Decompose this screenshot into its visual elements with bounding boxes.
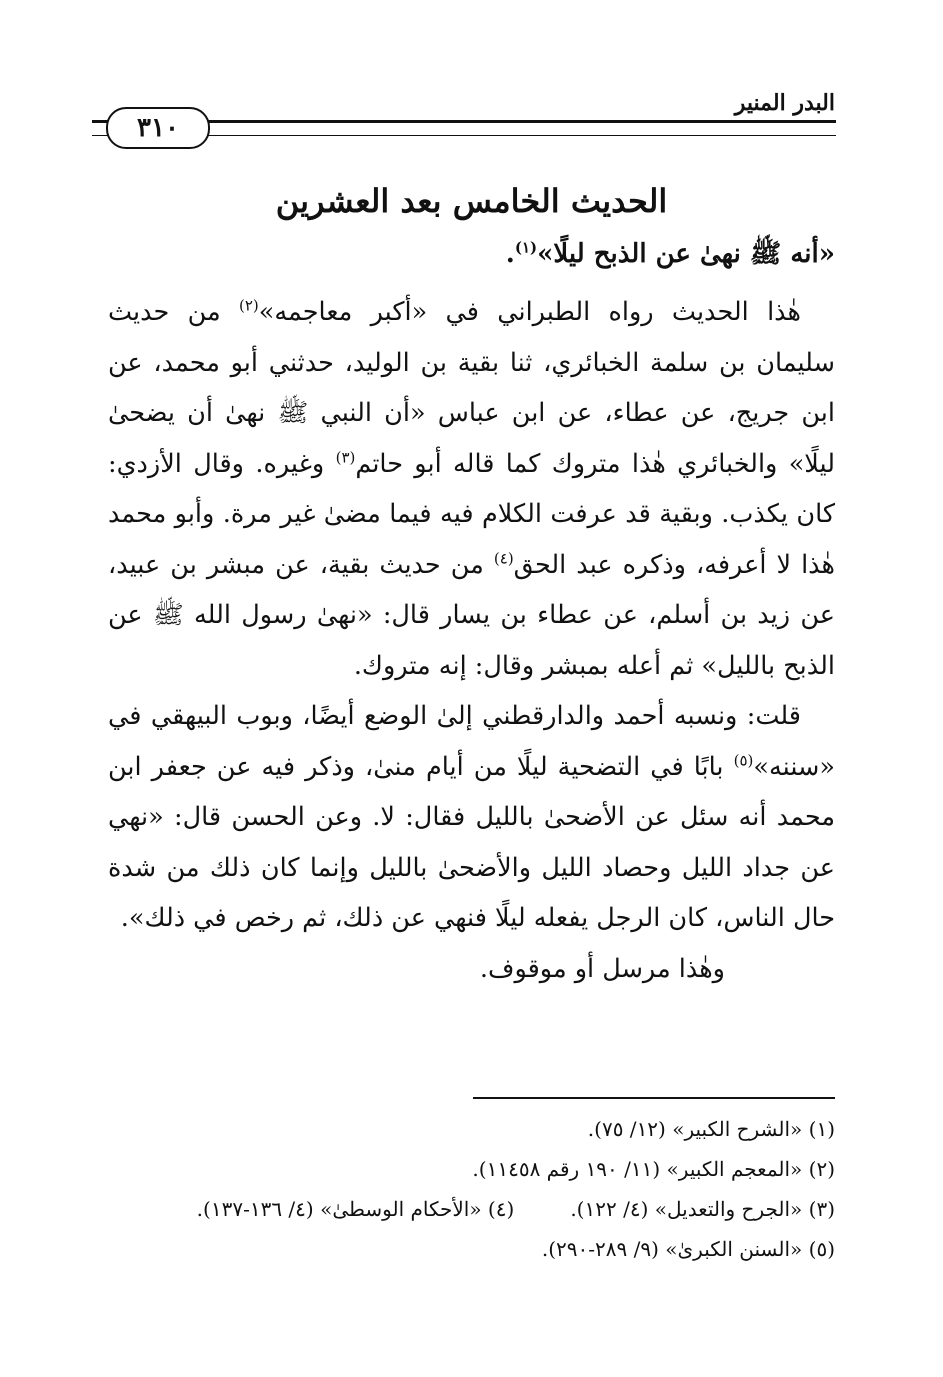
footnote-4: (٤) «الأحكام الوسطىٰ» (٤/ ١٣٦-١٣٧). [196,1197,515,1221]
footnotes [108,1109,835,1269]
paragraph-2 [108,691,835,944]
paragraph-1 [108,287,835,691]
footnote-row [108,1189,835,1229]
running-title: البدر المنير [734,90,835,116]
footnote-ref: (٢) [238,296,259,315]
text-segment: هٰذا الحديث رواه الطبراني في «أكبر معاجمه» [258,297,801,327]
hadith-quote: «أنه ﷺ نهىٰ عن الذبح ليلًا» [537,239,835,269]
chapter-title: الحديث الخامس بعد العشرين [275,182,668,220]
footnote-ref: (١) [514,238,538,257]
paragraph-3 [108,944,835,995]
text-segment: بابًا في التضحية ليلًا من أيام منىٰ، وذكر فيه عن جعفر ابن محمد أنه سئل عن الأضحىٰ بالليل فقال: لا. وعن الحسن قال: «نهي عن جداد الليل وحصاد الليل والأضحىٰ بالليل وإنما كان ذلك من شدة حال الناس، كان الرجل يفعله ليلًا فنهي عن ذلك، ثم رخص في ذلك». [108,751,835,933]
body-text [108,287,835,994]
text-segment: من حديث بقية، عن مبشر بن عبيد، عن زيد بن أسلم، عن عطاء بن يسار قال: «نهىٰ رسول الله ﷺ عن الذبح بالليل» ثم أعله بمبشر وقال: إنه متروك. [108,549,835,681]
hadith-text [506,237,835,275]
footnote-separator [473,1097,835,1099]
footnote-ref: (٣) [335,448,356,466]
footnote-3: (٣) «الجرح والتعديل» (٤/ ١٢٢). [570,1197,835,1221]
footnote-ref: (٤) [493,549,514,567]
footnote-1: (١) «الشرح الكبير» (١٢/ ٧٥). [587,1117,835,1141]
text-segment: وغيره. وقال الأزدي: كان يكذب. وبقية قد عرفت الكلام فيه فيما مضىٰ غير مرة. وأبو محمد هٰذا لا أعرفه، وذكره عبد الحق [108,448,835,580]
hadith-end: . [505,239,515,269]
page-number: ٣١٠ [106,107,210,149]
text-segment: من حديث سليمان بن سلمة الخبائري، ثنا بقية بن الوليد، حدثني أبو محمد، عن ابن جريج، عن عطاء، عن ابن عباس «أن النبي ﷺ نهىٰ أن يضحىٰ ليلًا» والخبائري هٰذا متروك كما قاله أبو حاتم [108,297,835,479]
text-segment: قلت: ونسبه أحمد والدارقطني إلىٰ الوضع أيضًا، وبوب البيهقي في «سننه» [108,701,835,782]
footnote-5: (٥) «السنن الكبرىٰ» (٩/ ٢٨٩-٢٩٠). [541,1237,835,1261]
footnote-2: (٢) «المعجم الكبير» (١١/ ١٩٠ رقم ١١٤٥٨). [472,1157,835,1181]
footnote-ref: (٥) [733,751,754,769]
text-segment: وهٰذا مرسل أو موقوف. [479,953,725,984]
